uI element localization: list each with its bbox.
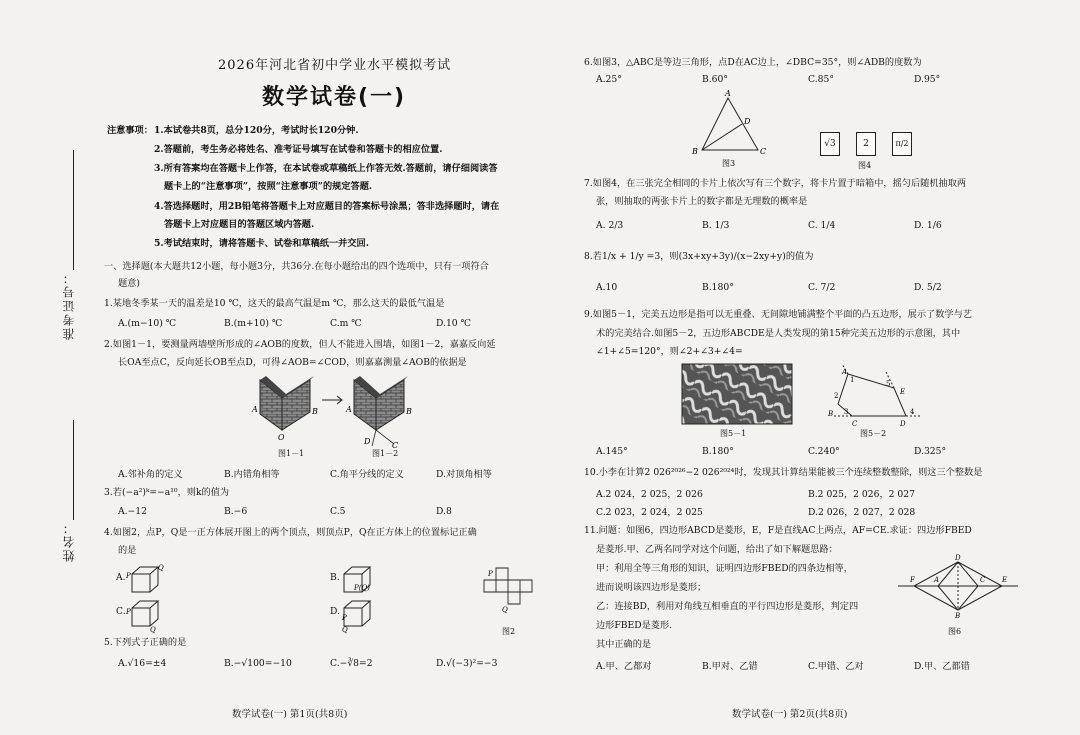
svg-text:P(Q): P(Q) [354, 584, 370, 592]
q11-line-7: 其中正确的是 [596, 639, 652, 650]
q7-option-d: D. 1/6 [914, 220, 942, 231]
figure-arrow [322, 395, 346, 405]
figure-6-rhombus [898, 556, 1028, 618]
figure-5-1-caption: 图5－1 [720, 429, 747, 438]
note-1: 1.本试卷共8页，总分120分，考试时长120分钟. [154, 125, 359, 136]
q7-stem-2: 张，则抽取的两张卡片上的数字都是无理数的概率是 [596, 196, 808, 207]
svg-text:B: B [312, 407, 318, 416]
section1-heading: 一、选择题(本大题共12小题，每小题3分，共36分.在每小题给出的四个选项中，只有一项符合 [104, 261, 489, 272]
q3-option-d: D.8 [436, 506, 452, 517]
q2-option-d: D.对顶角相等 [436, 469, 492, 480]
q1-option-c: C.m ℃ [330, 318, 362, 329]
q3-option-a: A.−12 [118, 506, 147, 517]
q8-option-b: B.180° [702, 282, 734, 293]
svg-text:O: O [278, 433, 285, 442]
q4-option-b: B. [330, 572, 340, 583]
q6-option-d: D.95° [914, 74, 941, 85]
q10-option-d: D.2 026，2 027，2 028 [808, 507, 916, 518]
q2-option-b: B.内错角相等 [224, 469, 280, 480]
q9-stem-3: ∠1+∠5=120°，则∠2+∠3+∠4= [596, 346, 743, 357]
svg-text:1: 1 [850, 376, 855, 384]
card-sqrt3: √3 [820, 132, 840, 156]
q5-stem: 5.下列式子正确的是 [104, 637, 187, 648]
q4-cube-a [128, 564, 164, 596]
exam-title: 数学试卷(一) [262, 85, 407, 110]
svg-text:3: 3 [844, 408, 849, 416]
q3-option-b: B.−6 [224, 506, 248, 517]
q9-option-b: B.180° [702, 446, 734, 457]
name-label: 姓名： [62, 520, 76, 562]
svg-text:B: B [692, 147, 698, 156]
figure-5-2-pentagon [822, 364, 926, 430]
q9-stem-2: 术的完美结合.如图5－2，五边形ABCDE是人类发现的第15种完美五边形的示意图，其中 [596, 328, 961, 339]
q2-stem-2: 长OA至点C，反向延长OB至点D，可得∠AOB=∠COD，则嘉嘉测量∠AOB的依据是 [118, 357, 467, 368]
svg-text:C: C [392, 441, 399, 450]
svg-text:E: E [900, 388, 906, 396]
svg-text:5: 5 [886, 380, 891, 388]
q8-option-d: D. 5/2 [914, 282, 942, 293]
svg-text:A: A [842, 368, 848, 376]
card-pi-over-2: π/2 [892, 132, 912, 156]
svg-text:D: D [744, 117, 751, 126]
q10-option-b: B.2 025，2 026，2 027 [808, 489, 915, 500]
q9-option-d: D.325° [914, 446, 947, 457]
svg-text:2: 2 [834, 392, 839, 400]
q7-option-c: C. 1/4 [808, 220, 836, 231]
q2-stem-1: 2.如图1－1，要测量两墙壁所形成的∠AOB的度数，但人不能进入围墙，如图1－2，嘉嘉反向延 [104, 339, 496, 350]
svg-text:A: A [252, 405, 258, 414]
figure-4-caption: 图4 [858, 161, 872, 170]
figure-5-2-caption: 图5－2 [860, 429, 887, 438]
svg-text:A: A [934, 576, 940, 584]
q11-line-5: 乙：连接BD，利用对角线互相垂直的平行四边形是菱形，判定四 [596, 601, 859, 612]
q5-option-d: D.√(−3)²=−3 [436, 658, 498, 669]
q1-stem: 1.某地冬季某一天的温差是10 ℃，这天的最高气温是m ℃，那么这天的最低气温是 [104, 298, 445, 309]
q11-option-b: B.甲对、乙错 [702, 661, 758, 672]
q4-stem-2: 的是 [118, 545, 137, 556]
figure-5-1-tiling [682, 364, 792, 424]
figure-1-1-caption: 图1－1 [278, 449, 305, 458]
q8-option-a: A.10 [596, 282, 618, 293]
svg-text:C: C [980, 576, 986, 584]
q4-cube-b [340, 564, 376, 596]
q4-option-a: A. [116, 572, 126, 583]
svg-text:D: D [364, 437, 371, 446]
q6-option-b: B.60° [702, 74, 728, 85]
q8-option-c: C. 7/2 [808, 282, 836, 293]
note-3b: 题卡上的“注意事项”，按照“注意事项”的规定答题. [164, 181, 373, 192]
q11-line-3: 甲：利用全等三角形的知识，证明四边形FBED的四条边相等， [596, 563, 853, 574]
note-4b: 答题卡上对应题目的答题区域内答题. [164, 219, 315, 230]
svg-text:P: P [488, 570, 493, 578]
svg-text:E: E [1002, 576, 1008, 584]
q11-option-a: A.甲、乙都对 [596, 661, 652, 672]
q10-stem: 10.小李在计算2 026²⁰²⁶−2 026²⁰²⁴时，发现其计算结果能被三个连续整数整除，则这三个整数是 [584, 467, 983, 478]
figure-3-caption: 图3 [722, 159, 736, 168]
q4-option-d: D. [330, 606, 340, 617]
q11-stem-1: 11.问题：如图6，四边形ABCD是菱形，E，F是直线AC上两点，AF=CE.求证：四边形FBED [584, 525, 972, 536]
svg-text:Q: Q [342, 626, 348, 634]
card-2: 2 [856, 132, 876, 156]
svg-text:Q: Q [502, 606, 508, 614]
q3-option-c: C.5 [330, 506, 346, 517]
svg-text:B: B [406, 407, 412, 416]
exam-number-label: 准考证号： [62, 270, 76, 340]
note-5: 5.考试结束时，请将答题卡、试卷和草稿纸一并交回. [154, 238, 369, 249]
exam-subtitle: 2026年河北省初中学业水平模拟考试 [218, 58, 452, 73]
svg-text:C: C [760, 147, 767, 156]
figure-6-caption: 图6 [948, 627, 962, 636]
q9-stem-1: 9.如图5－1，完美五边形是指可以无重叠、无间隙地铺满整个平面的凸五边形，展示了数学与艺 [584, 309, 972, 320]
q8-stem: 8.若1/x + 1/y =3，则(3x+xy+3y)/(x−2xy+y)的值为 [584, 251, 814, 262]
q7-stem-1: 7.如图4，在三张完全相同的卡片上依次写有三个数字，将卡片置于暗箱中，摇匀后随机抽取两 [584, 178, 967, 189]
q11-line-4: 进而说明该四边形是菱形； [596, 582, 707, 593]
svg-text:D: D [900, 420, 906, 428]
q4-cube-d [340, 598, 376, 634]
q10-option-a: A.2 024，2 025，2 026 [596, 489, 703, 500]
figure-1-1-wall [252, 372, 332, 442]
svg-text:Q: Q [150, 626, 156, 634]
svg-text:P: P [126, 572, 131, 580]
q6-option-c: C.85° [808, 74, 834, 85]
footer-right: 数学试卷(一) 第2页(共8页) [732, 709, 848, 720]
svg-text:C: C [852, 420, 858, 428]
q11-line-6: 边形FBED是菱形. [596, 620, 673, 631]
svg-text:P: P [342, 614, 347, 622]
q6-option-a: A.25° [596, 74, 622, 85]
svg-text:P: P [126, 608, 131, 616]
svg-text:Q: Q [158, 564, 164, 572]
binding-line-top [73, 150, 74, 270]
footer-left: 数学试卷(一) 第1页(共8页) [232, 709, 348, 720]
svg-text:A: A [346, 405, 352, 414]
svg-text:A: A [725, 89, 731, 98]
q9-option-c: C.240° [808, 446, 840, 457]
figure-2-cube-net [484, 566, 540, 616]
svg-text:D: D [955, 554, 961, 562]
q2-option-a: A.邻补角的定义 [118, 469, 183, 480]
q7-option-b: B. 1/3 [702, 220, 730, 231]
q3-stem: 3.若(−a²)ᵏ=−a¹⁰，则k的值为 [104, 487, 230, 498]
q5-option-a: A.√16=±4 [118, 658, 167, 669]
q2-option-c: C.角平分线的定义 [330, 469, 404, 480]
note-2: 2.答题前，考生务必将姓名、准考证号填写在试卷和答题卡的相应位置. [154, 144, 443, 155]
q9-option-a: A.145° [596, 446, 628, 457]
svg-text:B: B [955, 612, 961, 620]
figure-3-triangle [692, 89, 774, 158]
q7-option-a: A. 2/3 [596, 220, 624, 231]
q1-option-a: A.(m−10) ℃ [118, 318, 177, 329]
note-4: 4.答选择题时，用2B铅笔将答题卡上对应题目的答案标号涂黑；答非选择题时，请在 [154, 201, 500, 212]
binding-line-bottom [73, 420, 74, 520]
q4-option-c: C. [116, 606, 126, 617]
q11-stem-2: 是菱形.甲、乙两名同学对这个问题，给出了如下解题思路： [596, 544, 838, 555]
figure-1-2-wall [346, 372, 436, 452]
q11-option-c: C.甲错、乙对 [808, 661, 864, 672]
notes-label: 注意事项： [107, 125, 153, 136]
figure-2-caption: 图2 [502, 627, 516, 636]
note-3: 3.所有答案均在答题卡上作答，在本试卷或草稿纸上作答无效.答题前，请仔细阅读答 [154, 163, 498, 174]
q5-option-c: C.−∛8=2 [330, 658, 373, 669]
svg-text:B: B [828, 410, 834, 418]
q1-option-d: D.10 ℃ [436, 318, 471, 329]
svg-text:F: F [910, 576, 915, 584]
figure-1-2-caption: 图1－2 [372, 449, 399, 458]
q5-option-b: B.−√100=−10 [224, 658, 292, 669]
q10-option-c: C.2 023，2 024，2 025 [596, 507, 703, 518]
q1-option-b: B.(m+10) ℃ [224, 318, 283, 329]
q4-cube-c [126, 598, 164, 634]
q6-stem: 6.如图3，△ABC是等边三角形，点D在AC边上，∠DBC=35°，则∠ADB的度数为 [584, 57, 922, 68]
q4-stem-1: 4.如图2，点P，Q是一正方体展开图上的两个顶点，则顶点P，Q在正方体上的位置标记正确 [104, 527, 477, 538]
svg-text:4: 4 [910, 408, 915, 416]
section1-heading-cont: 题意) [118, 278, 140, 289]
q11-option-d: D.甲、乙都错 [914, 661, 970, 672]
